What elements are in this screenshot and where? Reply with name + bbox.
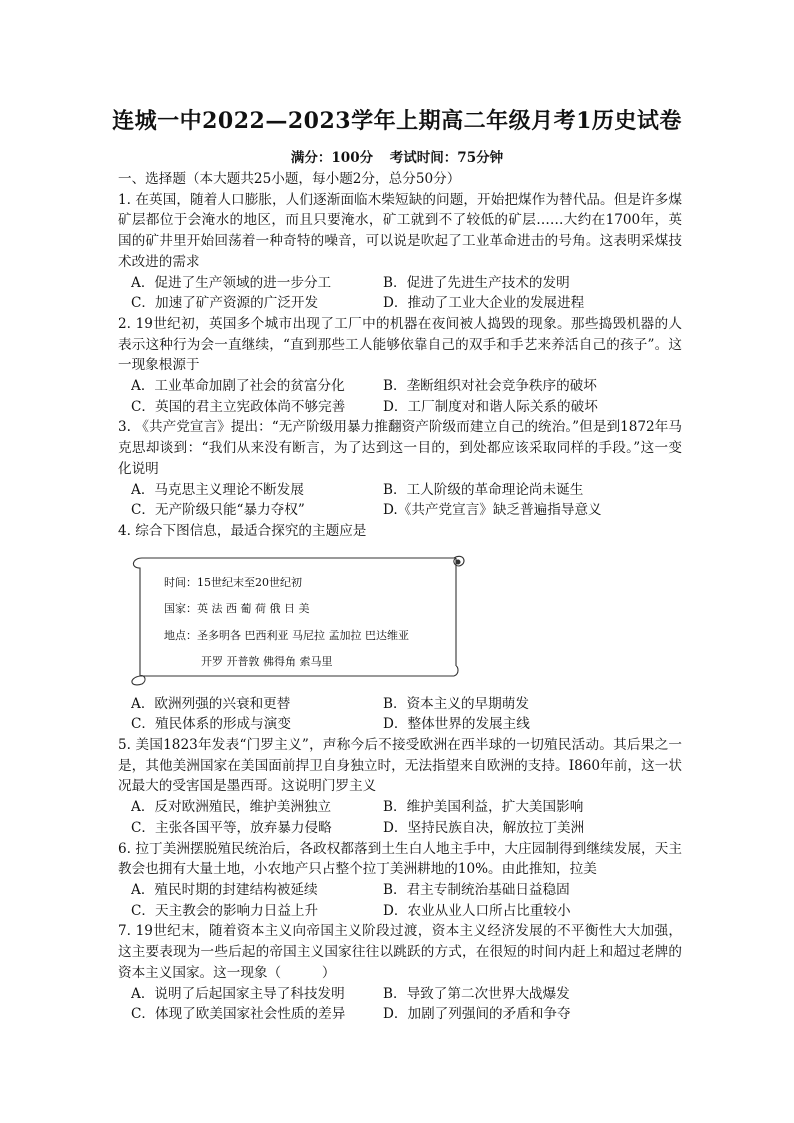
exam-content [118, 169, 682, 1025]
option-b: B．君主专制统治基础日益稳固 [383, 881, 570, 898]
options [118, 273, 682, 314]
option-b: B．维护美国利益，扩大美国影响 [383, 799, 584, 816]
option-c: C．加速了矿产资源的广泛开发 [131, 295, 319, 312]
exam-title: 连城一中2022—2023学年上期高二年级月考1历史试卷 [112, 108, 682, 134]
exam-time: 考试时间：75分钟 [389, 150, 504, 166]
option-d: D.《共产党宣言》缺乏普遍指导意义 [383, 502, 602, 519]
question-3 [118, 417, 682, 521]
options [118, 984, 682, 1025]
question-stem: 7. 19世纪末，随着资本主义向帝国主义阶段过渡，资本主义经济发展的不平衡性大大加强，这主要表现为一些后起的帝国主义国家往往以跳跃的方式，在很短的时间内赶上和超过老牌的资本主义国家。这一现象（ ） [118, 923, 682, 981]
option-a: A．反对欧洲殖民，维护美洲独立 [131, 799, 332, 816]
exam-subtitle [0, 146, 794, 166]
option-d: D．整体世界的发展主线 [383, 716, 530, 733]
question-4 [118, 521, 682, 735]
option-b: B．资本主义的早期萌发 [383, 695, 529, 712]
question-stem: 6. 拉丁美洲摆脱殖民统治后，各政权都落到土生白人地主手中，大庄园制得到继续发展，天主教会也拥有大量土地，小农地产只占整个拉丁美洲耕地的10%。由此推知，拉美 [118, 840, 682, 878]
question-stem: 2. 19世纪初，英国多个城市出现了工厂中的机器在夜间被人捣毁的现象。那些捣毁机器的人表示这种行为会一直继续，“直到那些工人能够依靠自己的双手和手艺来养活自己的孩子”。这一现象根源于 [118, 315, 682, 374]
question-stem: 3. 《共产党宣言》提出：“无产阶级用暴力推翻资产阶级而建立自己的统治。”但是到1872年马克思却谈到：“我们从来没有断言，为了达到这一目的，到处都应该采取同样的手段。”这一变化说明 [118, 419, 682, 477]
option-a: A．工业革命加剧了社会的贫富分化 [131, 378, 345, 395]
question-2 [118, 314, 682, 418]
options [118, 694, 682, 735]
option-d: D．加剧了列强间的矛盾和争夺 [383, 1006, 571, 1023]
option-a: A．殖民时期的封建结构被延续 [131, 881, 318, 898]
question-stem: 1. 在英国，随着人口膨胀，人们逐渐面临木柴短缺的问题，开始把煤作为替代品。但是许多煤矿层都位于会淹水的地区，而且只要淹水，矿工就到不了较低的矿层……大约在1700年，英国的矿井里开始回荡着一种奇特的噪音，可以说是吹起了工业革命进击的号角。这表明采煤技术改进的需求 [118, 191, 682, 270]
options [118, 480, 682, 521]
question-stem: 4. 综合下图信息，最适合探究的主题应是 [118, 522, 367, 539]
question-1 [118, 190, 682, 314]
option-b: B．导致了第二次世界大战爆发 [383, 985, 570, 1002]
scroll-place-cont: 开罗 开普敦 佛得角 索马里 [201, 655, 333, 669]
option-b: B．促进了先进生产技术的发明 [383, 274, 570, 291]
question-6 [118, 839, 682, 922]
scroll-country: 国家：英 法 西 葡 荷 俄 日 美 [164, 602, 310, 616]
question-stem: 5. 美国1823年发表“门罗主义”，声称今后不接受欧洲在西半球的一切殖民活动。其后果之一是，其他美洲国家在美国面前捍卫自身独立时，无法指望来自欧洲的支持。I860年前，这一状况最大的受害国是墨西哥。这说明门罗主义 [118, 737, 682, 795]
options [118, 376, 682, 417]
scroll-text [164, 570, 409, 676]
scroll-place: 地点：圣多明各 巴西利亚 马尼拉 孟加拉 巴达维亚 [164, 628, 409, 642]
option-c: C．殖民体系的形成与演变 [131, 716, 291, 733]
option-b: B．工人阶级的革命理论尚未诞生 [383, 481, 584, 498]
option-a: A．说明了后起国家主导了科技发明 [131, 985, 345, 1002]
options [118, 797, 682, 838]
scroll-time: 时间：15世纪末至20世纪初 [164, 575, 302, 589]
option-c: C．天主教会的影响力日益上升 [131, 902, 319, 919]
section-heading: 一、选择题（本大题共25小题，每小题2分，总分50分） [118, 171, 461, 187]
option-c: C．体现了欧美国家社会性质的差异 [131, 1006, 346, 1023]
option-a: A．马克思主义理论不断发展 [131, 481, 304, 498]
option-d: D．推动了工业大企业的发展进程 [383, 295, 585, 312]
option-a: A．促进了生产领域的进一步分工 [131, 274, 332, 291]
option-d: D．坚持民族自决，解放拉丁美洲 [383, 819, 585, 836]
question-5 [118, 735, 682, 839]
scroll-figure [118, 546, 682, 688]
option-c: C．主张各国平等，放弃暴力侵略 [131, 819, 332, 836]
option-b: B．垄断组织对社会竞争秩序的破坏 [383, 378, 597, 395]
full-score: 满分：100分 [290, 150, 374, 166]
option-d: D．工厂制度对和谐人际关系的破坏 [383, 398, 598, 415]
option-d: D．农业从业人口所占比重较小 [383, 902, 571, 919]
option-c: C．无产阶级只能“暴力夺权” [131, 502, 305, 519]
options [118, 880, 682, 921]
option-a: A．欧洲列强的兴衰和更替 [131, 695, 291, 712]
option-c: C．英国的君主立宪政体尚不够完善 [131, 398, 346, 415]
question-7 [118, 921, 682, 1025]
